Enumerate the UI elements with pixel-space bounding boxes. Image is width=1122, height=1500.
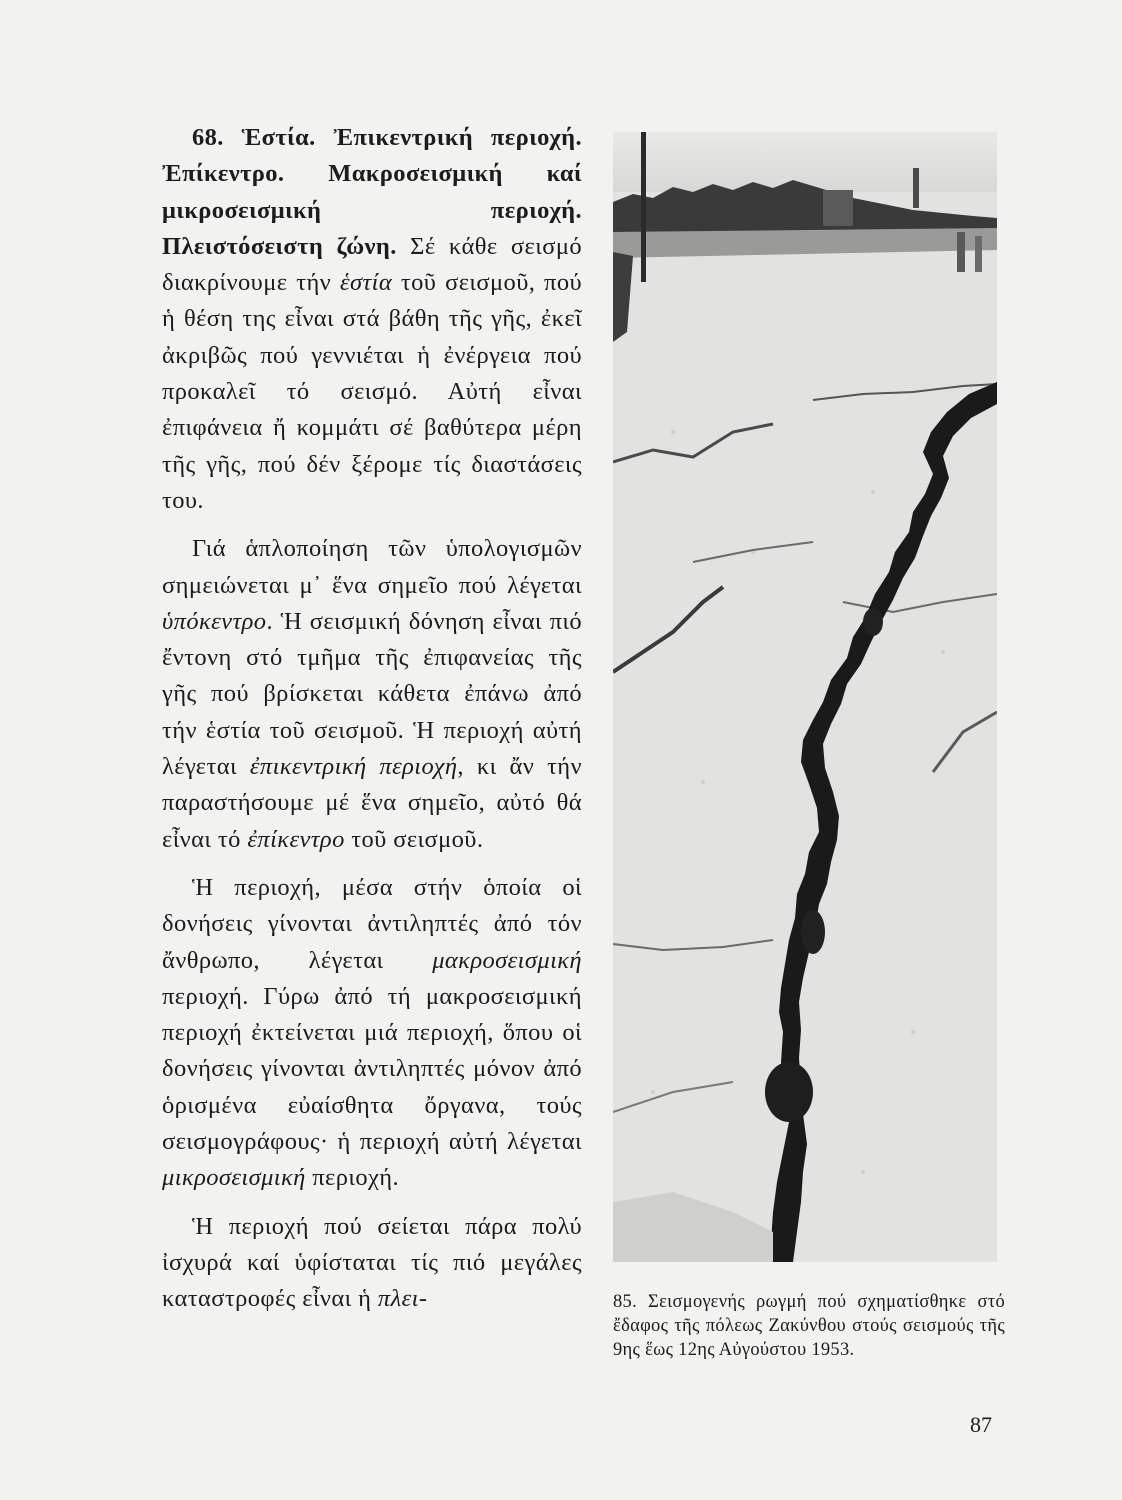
- paragraph-4: [162, 1209, 582, 1318]
- text-run: Σέ κάθε σεισμό διακρίνουμε τήν: [162, 232, 583, 297]
- text-run: τοῦ σεισμοῦ.: [344, 825, 484, 853]
- earthquake-crack-photo: [613, 132, 997, 1262]
- text-run: περιοχή. Γύρω ἀπό τή μακροσεισμική περιοχή ἐκτείνεται μιά περιοχή, ὅπου οἱ δονήσεις γίνονται ἀντιληπτές μόνον ἀπό ὁρισμένα εὐαίσθητα ὄργανα, τούς σεισμογράφους· ἡ περιοχή αὐτή λέγεται: [162, 982, 582, 1156]
- italic-term: μακροσεισμική: [432, 946, 582, 974]
- italic-term: ἐπίκεντρο: [247, 825, 345, 853]
- italic-term: ἐπικεντρική περιοχή: [249, 753, 458, 781]
- italic-term: μικροσεισμική: [162, 1164, 306, 1192]
- text-run: Γιά ἁπλοποίηση τῶν ὑπολογισμῶν σημειώνεται μ᾽ ἕνα σημεῖο πού λέγεται: [162, 535, 582, 599]
- italic-term: πλει-: [377, 1285, 428, 1313]
- section-heading: 68. Ἑστία. Ἐπικεντρική περιοχή. Ἐπίκεντρο. Μακροσεισμική καί μικροσεισμική περιοχή. Πλειστόσειστη ζώνη.: [162, 124, 582, 260]
- page-number: 87: [970, 1412, 992, 1437]
- text-run: Ἡ περιοχή πού σείεται πάρα πολύ ἰσχυρά καί ὑφίσταται τίς πιό μεγάλες καταστροφές εἶναι ἡ: [162, 1212, 582, 1313]
- p1-body: [162, 233, 582, 514]
- italic-term: ἑστία: [339, 269, 393, 297]
- figure-caption: 85. Σεισμογενής ρωγμή πού σχηματίσθηκε στό ἔδαφος τῆς πόλεως Ζακύνθου στούς σεισμούς τῆς 9ης ἕως 12ης Αὐγούστου 1953.: [613, 1292, 1005, 1360]
- paragraph-2: [162, 531, 582, 858]
- paragraph-3: [162, 870, 582, 1197]
- text-run: περιοχή.: [305, 1164, 399, 1192]
- text-run: . Ἡ σεισμική δόνηση εἶναι πιό ἔντονη στό τμῆμα τῆς ἐπιφανείας τῆς γῆς πού βρίσκεται κάθετα ἐπάνω ἀπό τήν ἑστία τοῦ σεισμοῦ. Ἡ περιοχή αὐτή λέγεται: [162, 607, 582, 781]
- text-run: τοῦ σεισμοῦ, πού ἡ θέση της εἶναι στά βάθη τῆς γῆς, ἐκεῖ ἀκριβῶς πού γεννιέται ἡ ἐνέργεια πού προκαλεῖ τό σεισμό. Αὐτή εἶναι ἐπιφάνεια ἤ κομμάτι σέ βαθύτερα μέρη τῆς γῆς, πού δέν ξέρομε τίς διαστάσεις του.: [162, 269, 582, 514]
- paragraph-1: [162, 120, 582, 519]
- italic-term: ὑπόκεντρο: [162, 607, 267, 635]
- text-run: , κι ἄν τήν παραστήσουμε μέ ἕνα σημεῖο, αὐτό θά εἶναι τό: [162, 753, 582, 853]
- text-run: Ἡ περιοχή, μέσα στήν ὁποία οἱ δονήσεις γίνονται ἀντιληπτές ἀπό τόν ἄνθρωπο, λέγεται: [162, 873, 582, 974]
- main-text-column: [162, 120, 582, 1330]
